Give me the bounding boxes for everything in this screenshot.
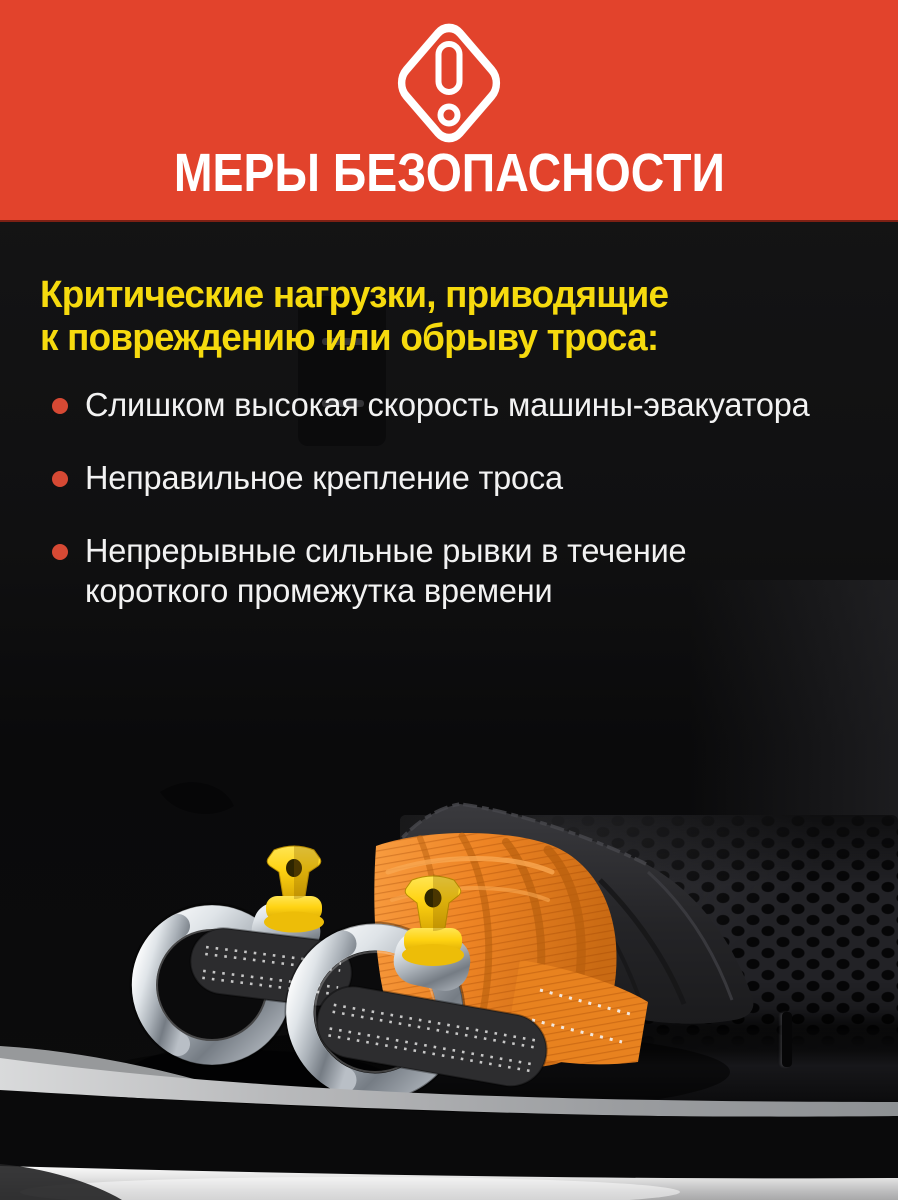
warning-icon bbox=[390, 20, 508, 148]
list-item bbox=[40, 385, 858, 425]
shackle-left-front-arc bbox=[144, 926, 178, 1044]
trunk-sill-bumper bbox=[0, 1040, 898, 1200]
shackle-pin-left bbox=[264, 845, 324, 933]
list-item-text: Непрерывные сильные рывки в течение bbox=[85, 532, 687, 569]
list-item-text: Неправильное крепление троса bbox=[85, 459, 563, 496]
risk-list bbox=[40, 368, 858, 611]
bullet-icon bbox=[52, 544, 68, 560]
heading-line-1: Критические нагрузки, приводящие bbox=[40, 274, 669, 316]
list-item bbox=[40, 531, 858, 611]
section-heading bbox=[40, 274, 688, 360]
page-title: МЕРЫ БЕЗОПАСНОСТИ bbox=[173, 143, 725, 203]
heading-line-2: к повреждению или обрыву троса: bbox=[40, 317, 659, 359]
header-banner bbox=[0, 0, 898, 222]
trunk-hook-shadow bbox=[160, 782, 234, 814]
bullet-icon bbox=[52, 471, 68, 487]
list-item-text: короткого промежутка времени bbox=[85, 572, 553, 609]
bullet-icon bbox=[52, 398, 68, 414]
list-item bbox=[40, 458, 858, 498]
list-item-text: Слишком высокая скорость машины-эвакуатора bbox=[85, 386, 810, 423]
